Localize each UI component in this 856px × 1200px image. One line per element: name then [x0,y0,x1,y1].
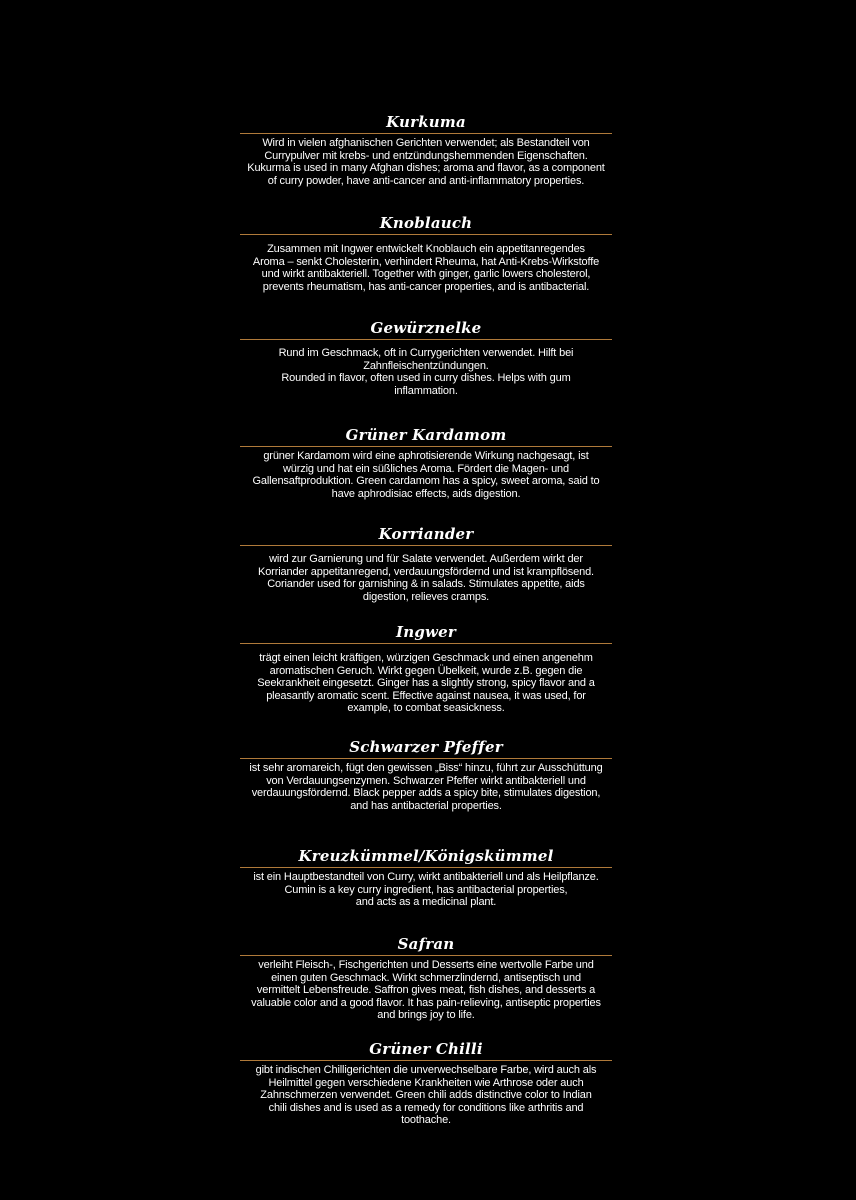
divider-rule [240,234,612,235]
spice-title: Korriander [378,525,474,543]
spice-description: Zusammen mit Ingwer entwickelt Knoblauch ein appetitanregendes Aroma – senkt Cholesterin, verhindert Rheuma, hat Anti-Krebs-Wirkstoffe und wirkt antibakteriell. Together with ginger, garlic lowers cholesterol, prevents rheumatism, has anti-cancer properties, and is antibacterial. [252,243,600,293]
divider-rule [240,339,612,340]
spice-section-gewuerznelke [236,319,616,397]
spice-description: verleiht Fleisch-, Fischgerichten und Desserts eine wertvolle Farbe und einen guten Geschmack. Wirkt schmerzlindernd, antiseptisch und vermittelt Lebensfreude. Saffron gives meat, fish dishes, and desserts a valuable color and a good flavor. It has pain-relieving, antiseptic properties and brings joy to life. [251,959,601,1022]
spice-description: Wird in vielen afghanischen Gerichten verwendet; als Bestandteil von Currypulver mit krebs- und entzündungshemmenden Eigenschaften. Kukurma is used in many Afghan dishes; aroma and flavor, as a component of curry powder, have anti-cancer and anti-inflammatory properties. [247,137,605,187]
spice-section-safran [236,935,616,1022]
spice-description: wird zur Garnierung und für Salate verwendet. Außerdem wirkt der Korriander appetitanregend, verdauungsfördernd und ist krampflösend. Coriander used for garnishing & in salads. Stimulates appetite, aids digestion, relieves cramps. [258,553,594,603]
spice-section-gruener-kardamom [236,426,616,500]
divider-rule [240,133,612,134]
spice-section-kreuzkuemmel [236,847,616,909]
spice-title: Gewürznelke [370,319,482,337]
spice-section-ingwer [236,623,616,715]
spice-description: ist sehr aromareich, fügt den gewissen „Biss“ hinzu, führt zur Ausschüttung von Verdauungsenzymen. Schwarzer Pfeffer wirkt antibakteriell und verdauungsfördernd. Black pepper adds a spicy bite, stimulates digestion, and has antibacterial properties. [249,762,603,812]
spice-title: Kreuzkümmel/Königskümmel [298,847,554,865]
spice-section-schwarzer-pfeffer [236,738,616,812]
divider-rule [240,446,612,447]
spice-title: Kurkuma [386,113,466,131]
divider-rule [240,955,612,956]
spice-description: Rund im Geschmack, oft in Currygerichten verwendet. Hilft bei Zahnfleischentzündungen. Rounded in flavor, often used in curry dishes. Helps with gum inflammation. [278,347,574,397]
spice-title: Ingwer [396,623,456,641]
divider-rule [240,545,612,546]
spice-description: gibt indischen Chilligerichten die unverwechselbare Farbe, wird auch als Heilmittel gegen verschiedene Krankheiten wie Arthrose oder auch Zahnschmerzen verwendet. Green chili adds distinctive color to Indian chili dishes and is used as a remedy for conditions like arthritis and toothache. [255,1064,597,1127]
divider-rule [240,643,612,644]
spice-description: trägt einen leicht kräftigen, würzigen Geschmack und einen angenehm aromatischen Geruch. Wirkt gegen Übelkeit, wurde z.B. gegen die Seekrankheit eingesetzt. Ginger has a slightly strong, spicy flavor and a pleasantly aromatic scent. Effective against nausea, it was used, for example, to combat seasickness. [257,652,595,715]
spice-title: Knoblauch [379,214,473,232]
spice-section-knoblauch [236,214,616,293]
spice-description: grüner Kardamom wird eine aphrotisierende Wirkung nachgesagt, ist würzig und hat ein süßliches Aroma. Fördert die Magen- und Gallensaftproduktion. Green cardamom has a spicy, sweet aroma, said to have aphrodisiac effects, aids digestion. [252,450,600,500]
spice-title: Grüner Kardamom [345,426,507,444]
spice-description: ist ein Hauptbestandteil von Curry, wirkt antibakteriell und als Heilpflanze. Cumin is a key curry ingredient, has antibacterial properties, and acts as a medicinal plant. [253,871,599,909]
divider-rule [240,1060,612,1061]
spice-section-gruener-chilli [236,1040,616,1127]
spice-title: Schwarzer Pfeffer [349,738,503,756]
spice-title: Safran [397,935,455,953]
divider-rule [240,758,612,759]
divider-rule [240,867,612,868]
spice-section-korriander [236,525,616,603]
spice-section-kurkuma [236,113,616,187]
spice-title: Grüner Chilli [369,1040,483,1058]
